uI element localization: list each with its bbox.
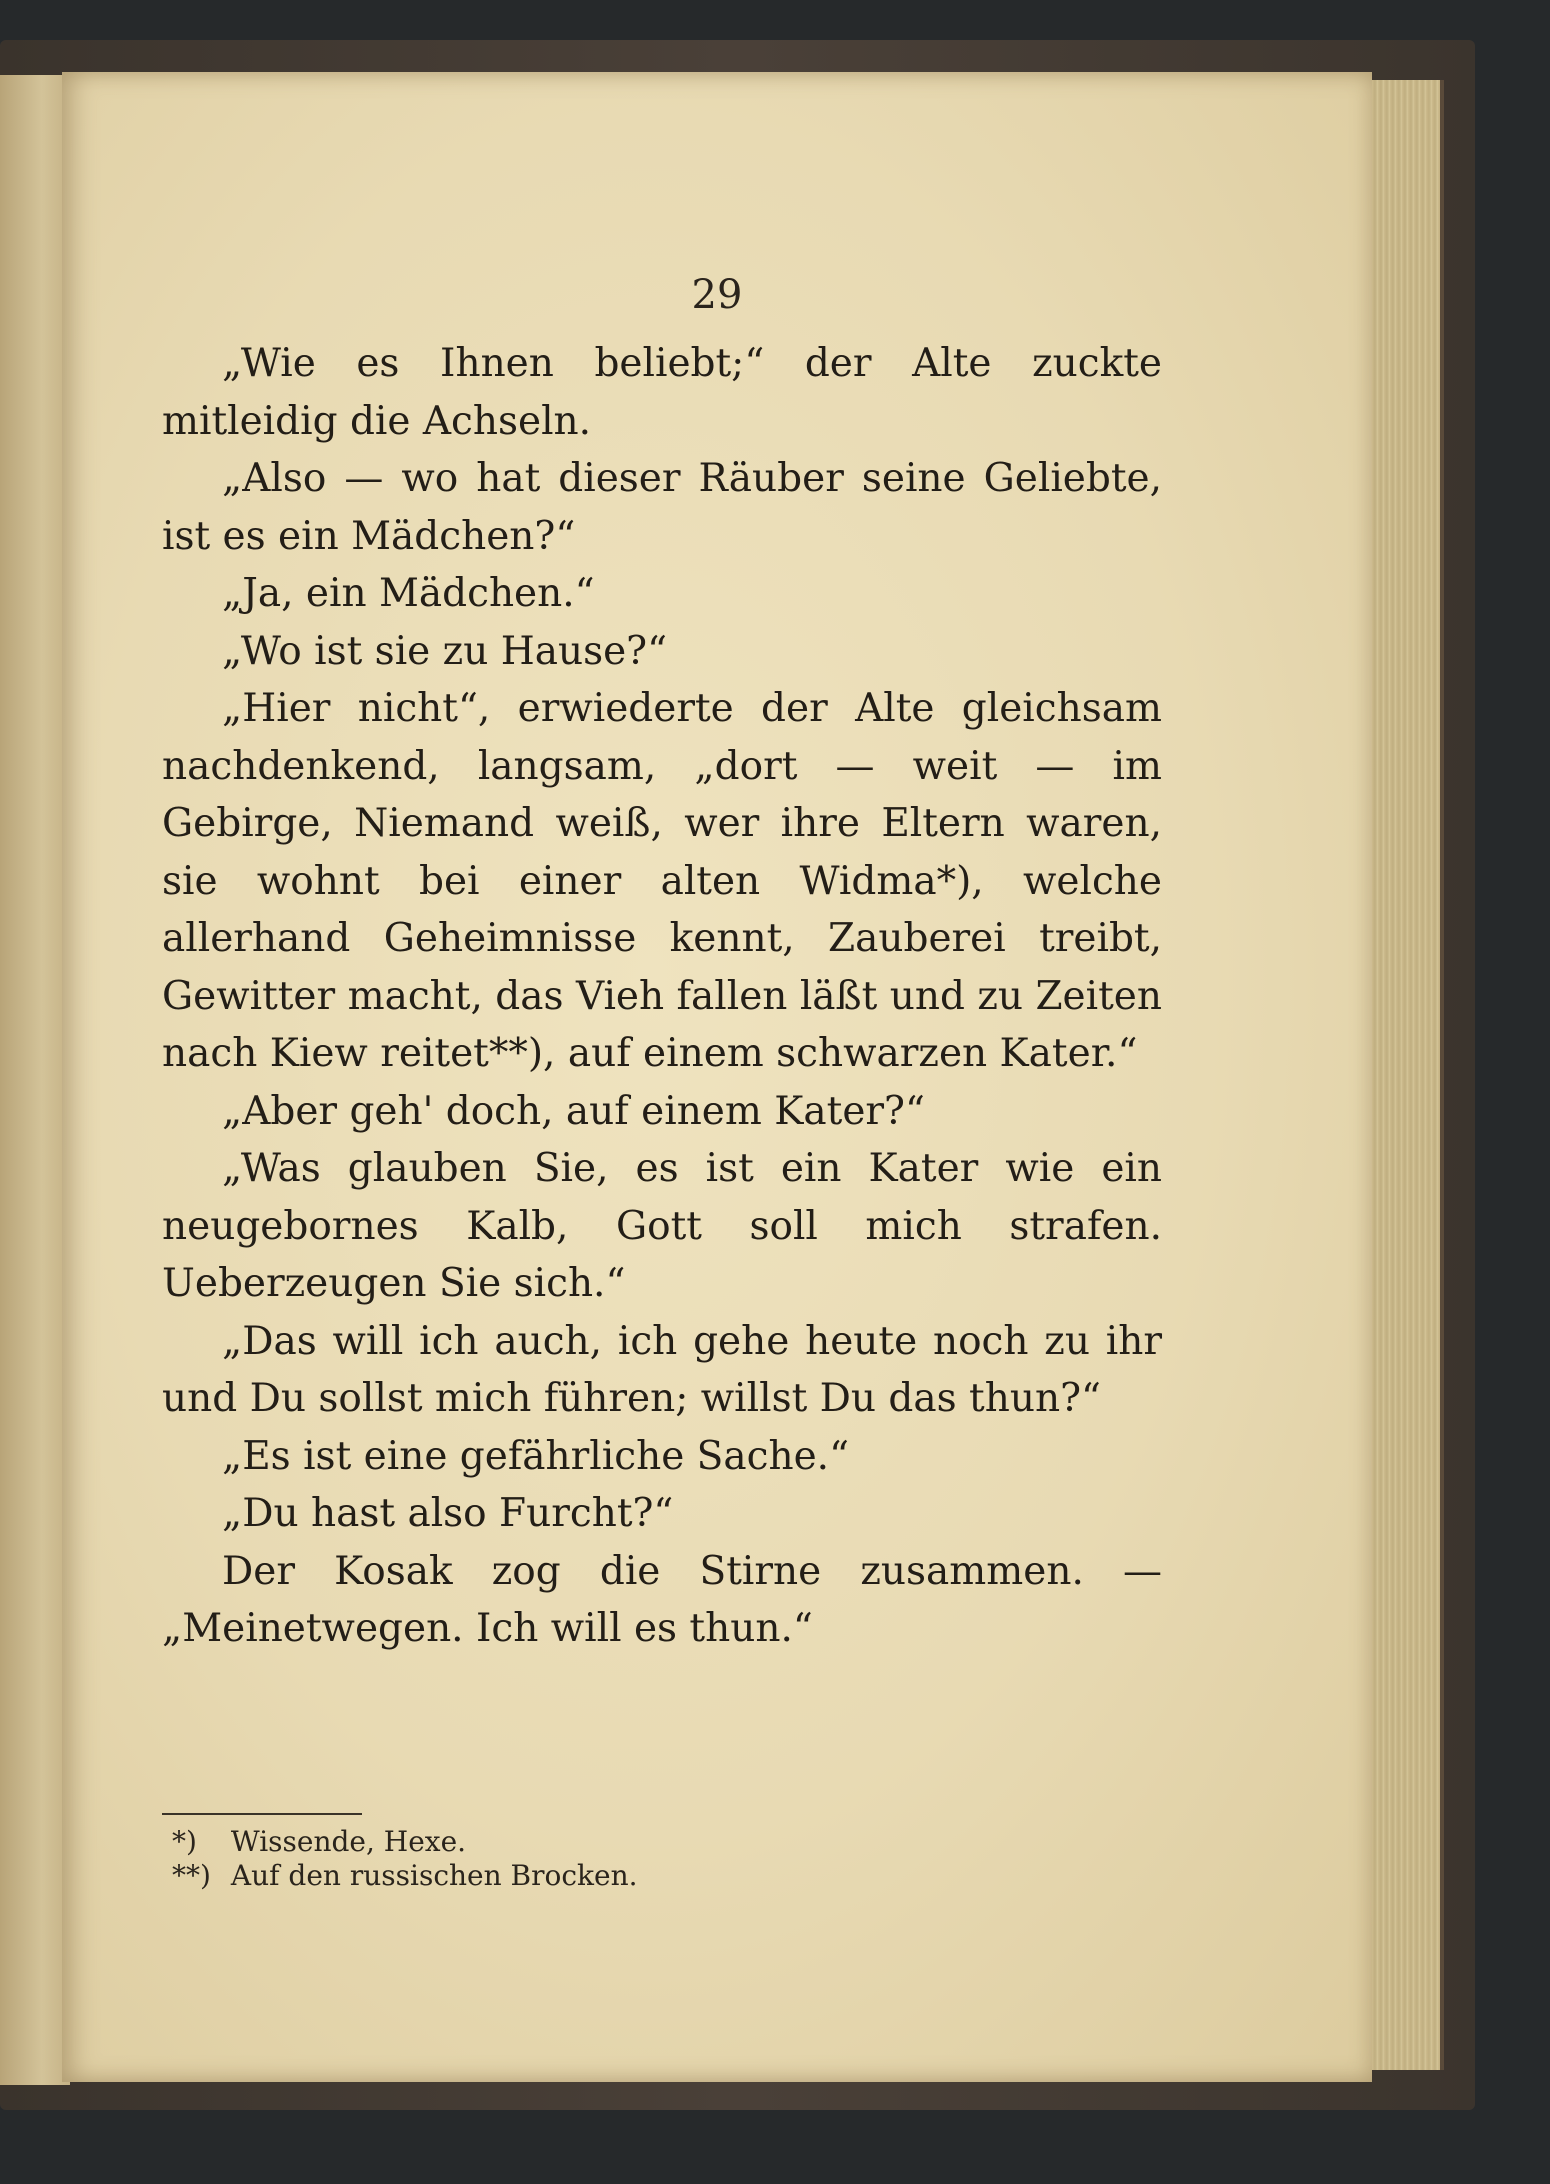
footnote	[172, 1825, 1072, 1859]
footnote-mark: *)	[172, 1825, 197, 1858]
page-number: 29	[691, 272, 743, 318]
footnote-text: Auf den russischen Brocken.	[230, 1859, 638, 1892]
paragraph: „Hier nicht“, erwiederte der Alte gleichsam nachdenkend, langsam, „dort — weit — im Gebirge, Niemand weiß, wer ihre Eltern waren, sie wohnt bei einer alten Widma*), welche allerhand Geheimnisse kennt, Zauberei treibt, Gewitter macht, das Vieh fallen läßt und zu Zeiten nach Kiew reitet**), auf einem schwarzen Kater.“	[162, 686, 1162, 1076]
footnote	[172, 1859, 1072, 1893]
paragraph: „Was glauben Sie, es ist ein Kater wie ein neugebornes Kalb, Gott soll mich strafen. Ueberzeugen Sie sich.“	[162, 1146, 1162, 1306]
page-edges	[1360, 80, 1444, 2070]
footnote-mark: **)	[172, 1859, 211, 1892]
paragraph: „Also — wo hat dieser Räuber seine Geliebte, ist es ein Mädchen?“	[162, 456, 1162, 559]
paragraph: „Ja, ein Mädchen.“	[222, 571, 595, 616]
paragraph: „Du hast also Furcht?“	[222, 1491, 674, 1536]
body-text	[162, 335, 1162, 1658]
footnote-divider	[162, 1813, 362, 1815]
paragraph: „Wo ist sie zu Hause?“	[222, 628, 668, 674]
left-page-strip	[0, 75, 70, 2085]
paragraph: „Aber geh' doch, auf einem Kater?“	[222, 1088, 925, 1134]
footnotes	[172, 1825, 1072, 1893]
paragraph: „Das will ich auch, ich gehe heute noch zu ihr und Du sollst mich führen; willst Du das thun?“	[162, 1318, 1162, 1421]
paragraph: „Es ist eine gefährliche Sache.“	[222, 1433, 850, 1479]
paragraph: Der Kosak zog die Stirne zusammen. — „Meinetwegen. Ich will es thun.“	[162, 1548, 1162, 1651]
paragraph: „Wie es Ihnen beliebt;“ der Alte zuckte mitleidig die Achseln.	[162, 341, 1162, 444]
footnote-text: Wissende, Hexe.	[230, 1825, 467, 1858]
